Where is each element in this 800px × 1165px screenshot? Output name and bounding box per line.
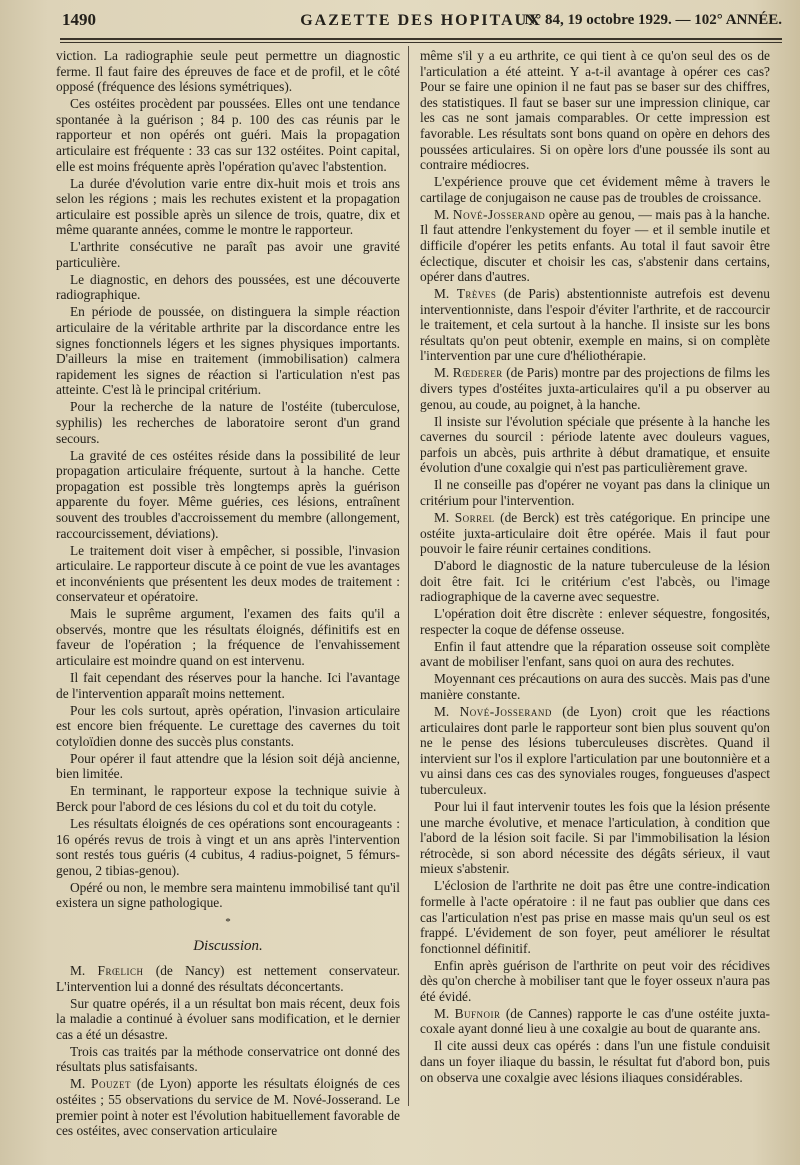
speaker-name: Trèves bbox=[456, 286, 497, 302]
paragraph: Pour lui il faut intervenir toutes les fois que la lésion présente une marche évolutive, et menace l'articulation, à condition que l'abord de la lésion soit facile. Si par l'immobilisation la lésion rétrocède, si son abord nécessite des dégâts sérieux, il vaut mieux s'abstenir. bbox=[420, 798, 770, 877]
left-column bbox=[56, 48, 400, 1140]
paragraph: Il fait cependant des réserves pour la hanche. Ici l'avantage de l'intervention apparaît moins nettement. bbox=[56, 670, 400, 701]
page-header bbox=[60, 8, 782, 34]
paragraph: même s'il y a eu arthrite, ce qui tient à ce qu'on seul des os de l'articulation a été atteint. Y a-t-il avantage à opérer ces cas? Pour se faire une opinion il ne faut pas se baser sur des chiffres, des statistiques. Il faut se baser sur une impression clinique, car les cas ne sont jamais comparables. Or cette impression est favorable. Les résultats sont bons quand on opère en dehors des poussées articulaires. Si on opère lors d'une poussée ils sont au contraire médiocres. bbox=[420, 48, 770, 173]
paragraph: Sur quatre opérés, il a un résultat bon mais récent, deux fois la maladie a continué à évoluer sans modification, et le dernier cas a été un désastre. bbox=[56, 995, 400, 1042]
paragraph: Pour les cols surtout, après opération, l'invasion articulaire est encore bien fréquente. Le curettage des cavernes du toit cotyloïdien donne des succès plus constants. bbox=[56, 702, 400, 749]
journal-title: GAZETTE DES HOPITAUX bbox=[300, 12, 542, 29]
paragraph: Le diagnostic, en dehors des poussées, est une découverte radiographique. bbox=[56, 271, 400, 303]
paragraph: En terminant, le rapporteur expose la technique suivie à Berck pour l'abord de ces lésions du col et du toit du cotyle. bbox=[56, 783, 400, 814]
paragraph-text: (de Paris) abstentionniste autrefois est devenu interventionniste, dans l'espoir d'éviter l'arthrite, et de raccourcir le traitement, et cela surtout à la hanche. Il insiste sur les bons résultats qu'on peut obtenir, exemple en mains, si on complète l'intervention par une cure d'héliothérapie. bbox=[420, 286, 770, 364]
paragraph: Enfin après guérison de l'arthrite on peut voir des récidives dès qu'on cherche à mobiliser tant que le foyer osseux n'aura pas été évidé. bbox=[420, 957, 770, 1004]
paragraph: Mais le suprême argument, l'examen des faits qu'il a observés, montre que les résultats éloignés, définitifs est en faveur de l'opération ; la fréquence de l'envahissement articulaire est moindre quand on est intervenu. bbox=[56, 606, 400, 669]
paragraph: L'arthrite consécutive ne paraît pas avoir une gravité particulière. bbox=[56, 239, 400, 270]
paragraph: Moyennant ces précautions on aura des succès. Mais pas d'une manière constante. bbox=[420, 671, 770, 703]
issue-info: N° 84, 19 octobre 1929. — 102° ANNÉE. bbox=[524, 12, 782, 28]
speaker-name: Bufnoir bbox=[454, 1005, 501, 1021]
paragraph: viction. La radiographie seule peut permettre un diagnostic ferme. Il faut faire des épreuves de face et de profil, et le côté opposé (fréquence des lésions symétriques). bbox=[56, 48, 400, 95]
paragraph: En période de poussée, on distinguera la simple réaction articulaire de la véritable arthrite par la discordance entre les signes fonctionnels légers et les signes physiques importants. D'ailleurs la mise en traitement (immobilisation) calmera rapidement les signes de réaction si l'articulation n'est pas atteinte. C'est là le principal critérium. bbox=[56, 304, 400, 398]
paragraph: M. Pouzet (de Lyon) apporte les résultats éloignés de ces ostéites ; 55 observations du service de M. Nové-Josserand. Le premier point à noter est l'évolution habituellement favorable de ces ostéites, avec conservation articulaire bbox=[56, 1076, 400, 1139]
paragraph: Pour opérer il faut attendre que la lésion soit déjà ancienne, bien limitée. bbox=[56, 750, 400, 782]
header-rule-thin bbox=[60, 42, 782, 43]
speaker-name: Pouzet bbox=[91, 1076, 131, 1092]
speaker-name: Rœderer bbox=[452, 365, 503, 381]
paragraph-text: opère au genou, — mais pas à la hanche. Il faut attendre l'enkystement du foyer — et il semble inutile et difficile d'opérer les petits enfants. Au total il faut savoir être éclectique, discuter et choisir les cas, s'abstenir dans certains, opérer dans d'autres. bbox=[420, 206, 771, 285]
paragraph-text: (de Cannes) rapporte le cas d'une ostéite juxta-coxale ayant donné lieu à une coxalgie au bout de quarante ans. bbox=[420, 1005, 770, 1037]
paragraph: L'éclosion de l'arthrite ne doit pas être une contre-indication formelle à l'acte opératoire : il ne faut pas oublier que dans ces cas l'articulation n'est pas prise en masse mais qu'un seul os est frappé. L'évidement de son foyer, peut améliorer le résultat fonctionnel définitif. bbox=[420, 878, 770, 956]
paragraph: Ces ostéites procèdent par poussées. Elles ont une tendance spontanée à la guérison ; 84 p. 100 des cas réunis par le rapporteur et non opérés ont guéri. Mais la propagation articulaire est fréquente : 33 cas sur 132 ostéites. Point capital, elle est moins fréquente après l'opération qu'avec l'abstention. bbox=[56, 96, 400, 174]
paragraph: M. Nové-Josserand (de Lyon) croit que les réactions articulaires dont parle le rapporteur sont bien plus souvent qu'on ne le pense des lésions tuberculeuses discrètes. Quand il intervient sur l'os il explore l'articulation par une boutonnière et a vu ainsi dans ces cas des synoviales rouges, fongueuses d'aspect tuberculeux. bbox=[420, 704, 770, 797]
separator-asterisk: * bbox=[225, 915, 231, 928]
section-title: Discussion. bbox=[193, 937, 263, 954]
paragraph: Pour la recherche de la nature de l'ostéite (tuberculose, syphilis) les recherches de laboratoire seront d'un grand secours. bbox=[56, 399, 400, 446]
header-rule bbox=[60, 38, 782, 40]
paragraph: Il ne conseille pas d'opérer ne voyant pas dans la clinique un critérium pour l'intervention. bbox=[420, 477, 770, 508]
column-divider bbox=[408, 46, 409, 1106]
paragraph: La gravité de ces ostéites réside dans la possibilité de leur propagation articulaire fréquente, surtout à la hanche. Cette propagation est possible très longtemps après la guérison apparente du foyer. Même guéries, ces lésions, entraînent souvent des troubles d'accroissement du membre (allongement, raccourcissement, déviations). bbox=[56, 447, 400, 541]
paragraph: L'expérience prouve que cet évidement même à travers le cartilage de conjugaison ne cause pas de troubles de croissance. bbox=[420, 174, 770, 205]
paragraph: La durée d'évolution varie entre dix-huit mois et trois ans selon les régions ; mais les rechutes existent et la propagation articulaire est possible après un silence de trois, quatre, dix et même quarante années, comme le montre le rapporteur. bbox=[56, 175, 400, 238]
paragraph: Les résultats éloignés de ces opérations sont encourageants : 16 opérés revus de trois à vingt et un ans après l'intervention sont restés tous guéris (4 cubitus, 4 radius-poignet, 5 fémurs-genou, 2 tibias-genou). bbox=[56, 815, 400, 878]
speaker-name: Frœlich bbox=[97, 963, 144, 979]
paragraph: M. Rœderer (de Paris) montre par des projections de films les divers types d'ostéites juxta-articulaires qu'il a pu observer au genou, au coude, au poignet, à la hanche. bbox=[420, 365, 770, 412]
paragraph: Le traitement doit viser à empêcher, si possible, l'invasion articulaire. Le rapporteur discute à ce point de vue les avantages et inconvénients que présentent les deux modes de traitement : conservateur et opératoire. bbox=[56, 542, 400, 605]
paragraph: M. Nové-Josserand opère au genou, — mais pas à la hanche. Il faut attendre l'enkystement du foyer — et il semble inutile et difficile d'opérer les petits enfants. Au total il faut savoir être éclectique, discuter et choisir les cas, s'abstenir dans certains, opérer dans d'autres. bbox=[420, 206, 771, 285]
paragraph: M. Bufnoir (de Cannes) rapporte le cas d'une ostéite juxta-coxale ayant donné lieu à une coxalgie au bout de quarante ans. bbox=[420, 1005, 770, 1037]
speaker-name: Nové-Josserand bbox=[452, 206, 546, 222]
paragraph: Trois cas traités par la méthode conservatrice ont donné des résultats plus satisfaisants. bbox=[56, 1043, 400, 1075]
paragraph-text: (de Berck) est très catégorique. En principe une ostéite juxta-articulaire doit être opérée. Mais il faut pour pouvoir le faire réunir certaines conditions. bbox=[420, 509, 770, 557]
speaker-name: Nové-Josserand bbox=[459, 704, 552, 720]
paragraph-text: (de Lyon) apporte les résultats éloignés de ces ostéites ; 55 observations du service de M. Nové-Josserand. Le premier point à noter est l'évolution habituellement favorable de ces ostéites, avec conservation articulaire bbox=[56, 1076, 400, 1139]
paragraph-text: (de Lyon) croit que les réactions articulaires dont parle le rapporteur sont bien plus souvent qu'on ne le pense des lésions tuberculeuses discrètes. Quand il intervient sur l'os il explore l'articulation par une boutonnière et a vu ainsi dans ces cas des synoviales rouges, fongueuses d'aspect tuberculeux. bbox=[420, 704, 770, 797]
paragraph: L'opération doit être discrète : enlever séquestre, fongosités, respecter la coque de défense osseuse. bbox=[420, 606, 770, 637]
page-number: 1490 bbox=[62, 10, 96, 29]
paragraph: D'abord le diagnostic de la nature tuberculeuse de la lésion doit être fait. Ici le critérium c'est l'abcès, ou l'image radiographique de la caverne avec sequestre. bbox=[420, 558, 770, 605]
paragraph-text: (de Nancy) est nettement conservateur. L'intervention lui a donné des résultats déconcertants. bbox=[56, 963, 400, 994]
paragraph: Il cite aussi deux cas opérés : dans l'un une fistule conduisit dans un foyer iliaque du bassin, le résultat fut d'abord bon, puis on observa une coxalgie avec lésions iliaques considérables. bbox=[420, 1038, 770, 1085]
paragraph: Opéré ou non, le membre sera maintenu immobilisé tant qu'il existera un signe pathologique. bbox=[56, 879, 400, 911]
paragraph: Il insiste sur l'évolution spéciale que présente à la hanche les cavernes du sourcil : période latente avec douleurs vagues, parfois un abcès, puis arthrite à début dramatique, et ensuite évolution d'une coxalgie qui n'est pas particulièrement grave. bbox=[420, 413, 770, 476]
right-column bbox=[420, 48, 770, 1087]
paragraph: Enfin il faut attendre que la réparation osseuse soit complète avant de mobiliser l'enfant, sans quoi on aura des rechutes. bbox=[420, 638, 770, 670]
paragraph: M. Sorrel (de Berck) est très catégorique. En principe une ostéite juxta-articulaire doit être opérée. Mais il faut pour pouvoir le faire réunir certaines conditions. bbox=[420, 509, 770, 557]
paragraph: M. Trèves (de Paris) abstentionniste autrefois est devenu interventionniste, dans l'espoir d'éviter l'arthrite, et de raccourcir le traitement, et cela surtout à la hanche. Il insiste sur les bons résultats qu'on peut obtenir, exemple en mains, si on complète l'intervention par une cure d'héliothérapie. bbox=[420, 286, 770, 364]
paragraph: M. Frœlich (de Nancy) est nettement conservateur. L'intervention lui a donné des résultats déconcertants. bbox=[56, 963, 400, 994]
paragraph-text: (de Paris) montre par des projections de films les divers types d'ostéites juxta-articulaires qu'il a pu observer au genou, au coude, au poignet, à la hanche. bbox=[420, 365, 770, 412]
speaker-name: Sorrel bbox=[454, 509, 495, 525]
